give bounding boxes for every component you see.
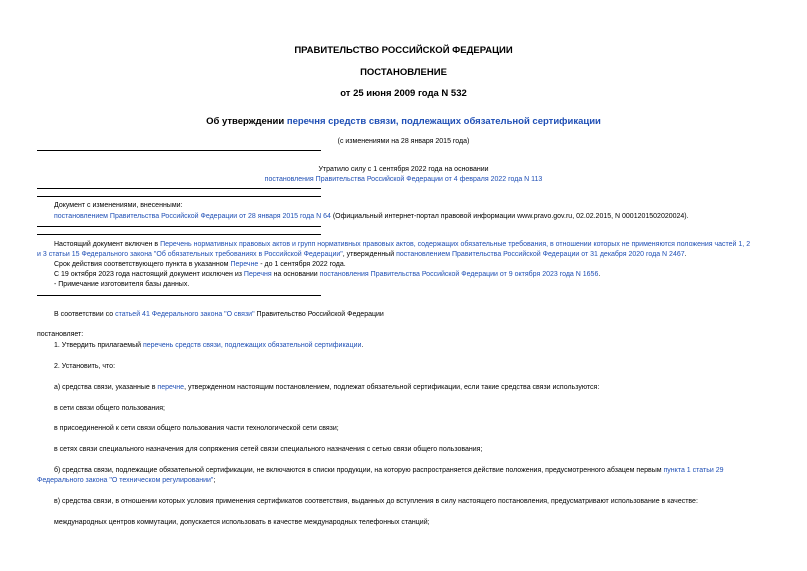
validity-line <box>54 260 346 269</box>
validity-text: - до 1 сентября 2022 года. <box>258 261 346 268</box>
tech-regulation-law-link[interactable]: Федерального закона "О техническом регулировании" <box>37 477 214 484</box>
law-link[interactable]: и 3 статьи 15 Федерального закона "Об обязательных требованиях в Российской Федерации" <box>37 251 343 258</box>
inclusion-text: Настоящий документ включен в <box>54 241 161 248</box>
subpoint-b-text: ; <box>213 477 216 484</box>
exclusion-line <box>54 270 600 279</box>
expiry-text: Утратило силу с 1 сентября 2022 года на основании <box>318 166 489 173</box>
exclusion-text: . <box>598 271 601 278</box>
validity-list-link[interactable]: Перечне <box>230 261 259 268</box>
document-type: ПОСТАНОВЛЕНИЕ <box>360 67 447 78</box>
inclusion-list-link[interactable]: Перечень нормативных правовых актов и групп нормативных правовых актов, содержащих обязательные требования, в отношении которых не применяются положения частей 1, 2 <box>160 241 751 248</box>
point-2: 2. Установить, что: <box>54 363 116 370</box>
subpoint-b-text: б) средства связи, подлежащие обязательной сертификации, не включаются в списки продукции, на которую распространяется действие положения, предусмотренного абзацем первым <box>54 467 664 474</box>
exclusion-list-link[interactable]: Перечня <box>243 271 272 278</box>
revision-note: (с изменениями на 28 января 2015 года) <box>337 138 470 145</box>
subpoint-b-line-1 <box>54 466 723 475</box>
intro-text: Правительство Российской Федерации <box>254 311 384 318</box>
title-prefix: Об утверждении <box>206 116 287 127</box>
document-date-number: от 25 июня 2009 года N 532 <box>340 88 467 99</box>
database-note: - Примечание изготовителя базы данных. <box>54 281 190 288</box>
subpoint-v-item-1: международных центров коммутации, допускается использовать в качестве международных телефонных станций; <box>54 519 430 526</box>
divider <box>37 150 321 151</box>
list-link[interactable]: перечне <box>157 384 185 391</box>
subpoint-a-item-3: в сетях связи специального назначения для сопряжения сетей связи специального назначения с сетью связи общего пользования; <box>54 446 483 453</box>
amendments-label: Документ с изменениями, внесенными: <box>54 202 183 209</box>
subpoint-a <box>54 383 599 392</box>
point-1-text: . <box>361 342 364 349</box>
inclusion-line-2 <box>37 250 687 259</box>
amendments-line <box>54 212 689 221</box>
subpoint-b-line-2 <box>37 476 215 485</box>
inclusion-line-1 <box>54 240 750 249</box>
divider <box>37 196 321 197</box>
article-41-link[interactable]: статьей 41 Федерального закона "О связи" <box>115 311 255 318</box>
exclusion-text: на основании <box>271 271 320 278</box>
government-name: ПРАВИТЕЛЬСТВО РОССИЙСКОЙ ФЕДЕРАЦИИ <box>294 45 513 56</box>
expiry-link[interactable]: постановления Правительства Российской Федерации от 4 февраля 2022 года N 113 <box>264 176 543 183</box>
divider <box>37 188 321 189</box>
decree-1656-link[interactable]: постановления Правительства Российской Федерации от 9 октября 2023 года N 1656 <box>319 271 599 278</box>
list-link[interactable]: перечень средств связи, подлежащих обязательной сертификации <box>142 342 362 349</box>
intro-text: В соответствии со <box>54 311 116 318</box>
subpoint-a-text: , утвержденном настоящим постановлением, подлежат обязательной сертификации, если такие средства связи используются: <box>184 384 600 391</box>
article-29-link[interactable]: пункта 1 статьи 29 <box>663 467 724 474</box>
intro-paragraph <box>54 310 384 319</box>
amendment-publication: (Официальный интернет-портал правовой информации www.pravo.gov.ru, 02.02.2015, N 0001201502020024). <box>330 213 689 220</box>
decree-word: постановляет: <box>37 331 84 338</box>
divider <box>37 226 321 227</box>
decree-2467-link[interactable]: постановлением Правительства Российской Федерации от 31 декабря 2020 года N 2467 <box>396 251 685 258</box>
inclusion-text: , утвержденный <box>342 251 397 258</box>
subpoint-a-text: а) средства связи, указанные в <box>54 384 158 391</box>
document-title <box>0 116 807 127</box>
exclusion-text: С 19 октября 2023 года настоящий документ исключен из <box>54 271 244 278</box>
subpoint-a-item-1: в сети связи общего пользования; <box>54 405 165 412</box>
point-1 <box>54 341 363 350</box>
subpoint-a-item-2: в присоединенной к сети связи общего пользования части технологической сети связи; <box>54 425 339 432</box>
inclusion-text: . <box>684 251 687 258</box>
title-link[interactable]: перечня средств связи, подлежащих обязательной сертификации <box>286 116 601 127</box>
divider <box>37 295 321 296</box>
validity-text: Срок действия соответствующего пункта в указанном <box>54 261 231 268</box>
point-1-text: 1. Утвердить прилагаемый <box>54 342 143 349</box>
amendment-link[interactable]: постановлением Правительства Российской Федерации от 28 января 2015 года N 64 <box>54 213 331 220</box>
divider <box>37 234 321 235</box>
subpoint-v: в) средства связи, в отношении которых условия применения сертификатов соответствия, выданных до вступления в силу настоящего постановления, предусматривают использование в качестве: <box>54 498 698 505</box>
